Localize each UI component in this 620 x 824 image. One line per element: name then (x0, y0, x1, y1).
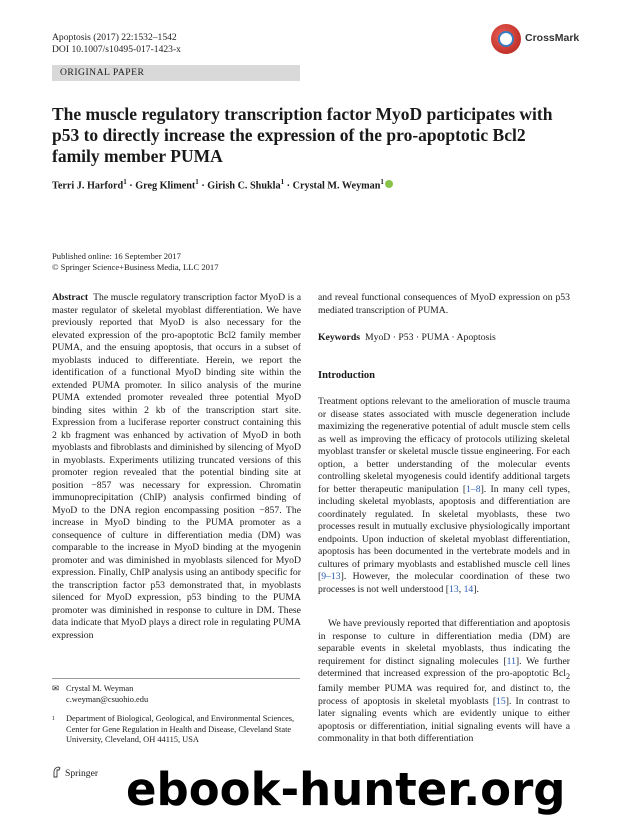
affiliation-sup: 1 (52, 716, 55, 722)
affiliation-text: Department of Biological, Geological, and Environmental Sciences, Center for Gene Regulation in Health and Disease, Cleveland State University, Cleveland, OH 44115, USA (66, 714, 295, 744)
citation-link[interactable]: 9–13 (321, 571, 341, 582)
abstract (52, 292, 301, 642)
keywords-label: Keywords (318, 332, 360, 343)
author-name[interactable]: Girish C. Shukla (207, 180, 281, 192)
envelope-icon: ✉ (52, 684, 60, 693)
publisher-logo (52, 766, 98, 779)
abstract-text: The muscle regulatory transcription factor MyoD is a master regulator of skeletal myoblast differentiation. We have previously reported that MyoD is also necessary for the elevated expression of the pro-apoptotic Bcl2 family member PUMA, and the ensuing apoptosis, that occurs in a subset of myoblasts induced to differentiate. Herein, we report the identification of a functional MyoD binding site within the extended PUMA promoter. In silico analysis of the murine PUMA extended promoter revealed three potential MyoD binding sites within 2 kb of the transcription start site. Expression from a luciferase reporter construct containing this 2 kb fragment was enhanced by activation of MyoD in both myoblasts and fibroblasts and diminished by silencing of MyoD in myoblasts. Experiments utilizing truncated versions of this promoter region revealed that the potential binding site at position −857 was necessary for expression. Chromatin immunoprecipitation (ChIP) analysis confirmed binding of MyoD to the DNA region encompassing position −857. The increase in MyoD binding to the PUMA promoter as a consequence of culture in differentiation media (DM) was comparable to the increase in MyoD binding at the myogenin promoter and was diminished in myoblasts silenced for MyoD expression. Finally, ChIP analysis using an antibody specific for the transcription factor p53 demonstrated that, in myoblasts silenced for MyoD expression, p53 binding to the PUMA promoter was diminished in response to culture in DM. These data indicate that MyoD plays a direct role in regulating PUMA expression (52, 292, 301, 641)
author-name[interactable]: Terri J. Harford (52, 180, 124, 192)
intro-text: ]. (473, 583, 479, 595)
intro-text: ]. We further determined that increased expression of the pro-apoptotic Bcl (318, 655, 570, 679)
journal-citation: Apoptosis (2017) 22:1532–1542 (52, 32, 177, 43)
corresponding-email[interactable]: c.weyman@csuohio.edu (66, 694, 149, 704)
author-name[interactable]: Crystal M. Weyman (292, 180, 381, 192)
crossmark-badge[interactable] (491, 24, 581, 54)
affiliation (52, 714, 302, 746)
keywords-list: MyoD · P53 · PUMA · Apoptosis (364, 332, 496, 343)
author-affil-sup: 1 (380, 178, 384, 186)
author-affil-sup: 1 (280, 178, 285, 186)
citation-link[interactable]: 14 (463, 583, 474, 595)
orcid-icon[interactable] (385, 180, 393, 188)
crossmark-icon (491, 24, 521, 54)
citation-link[interactable]: 15 (496, 695, 506, 707)
intro-text: family member PUMA was required for, and distinct to, the process of apoptosis in skeletal myoblasts [ (318, 683, 570, 707)
intro-text: , (458, 583, 464, 595)
subscript: 2 (565, 671, 570, 681)
copyright-line: © Springer Science+Business Media, LLC 2017 (52, 262, 219, 272)
author-name[interactable]: Greg Kliment (135, 180, 196, 192)
introduction-heading: Introduction (318, 370, 375, 381)
author-separator: · (126, 180, 136, 192)
intro-text: We have previously reported that differentiation and apoptosis in response to culture in differentiation media (DM) are separable events in skeletal myoblasts, thus indicating the requirement for distinct signaling molecules [ (318, 618, 570, 667)
keywords (318, 332, 570, 343)
citation-link[interactable]: 1–8 (466, 483, 481, 495)
intro-text: ]. However, the molecular coordination of these two processes is not well understood [ (318, 571, 570, 595)
author-separator: · (284, 180, 293, 192)
corresponding-author: Crystal M. Weyman (66, 684, 134, 693)
intro-text: ]. In many cell types, including skeletal myoblasts, apoptosis and differentiation are coordinately regulated. In skeletal myoblasts, these two processes result in mutually exclusive physiologically important endpoints. Upon induction of skeletal myoblast differentiation, apoptosis has been documented in the vertebrate models and in cultures of primary myoblasts and established muscle cell lines [ (318, 483, 570, 582)
correspondence (52, 684, 302, 705)
publisher-name: Springer (65, 768, 99, 779)
published-date: Published online: 16 September 2017 (52, 251, 181, 261)
author-list (52, 178, 572, 191)
watermark: ebook-hunter.org (126, 763, 566, 816)
intro-paragraph-2 (318, 618, 570, 746)
crossmark-label: CrossMark (525, 32, 580, 44)
intro-text: ]. In contrast to later signaling events which are evidently unique to either apoptosis or differentiation, initial signaling events will have a commonality in that both differentiation (318, 695, 570, 745)
abstract-continuation: and reveal functional consequences of MyoD expression on p53 mediated transcription of PUMA. (318, 292, 570, 316)
citation-link[interactable]: 13 (449, 583, 459, 595)
author-affil-sup: 1 (123, 178, 127, 186)
paper-title: The muscle regulatory transcription factor MyoD participates with p53 to directly increase the expression of the pro-apoptotic Bcl2 family member PUMA (52, 104, 553, 166)
author-affil-sup: 1 (195, 178, 199, 186)
intro-text: Treatment options relevant to the amelioration of muscle trauma or disease states associated with muscle degeneration include maximizing the regenerative potential of adult muscle stem cells as well as improving the efficacy of protocols utilizing skeletal myoblast transfer or skeletal muscle tissue engineering. For each option, a better understanding of the molecular events controlling skeletal myogenesis could identify additional targets for better therapeutic manipulation [ (318, 396, 570, 495)
intro-paragraph-1 (318, 396, 570, 596)
abstract-label: Abstract (52, 292, 89, 303)
doi-line[interactable]: DOI 10.1007/s10495-017-1423-x (52, 44, 181, 55)
citation-link[interactable]: 11 (506, 655, 516, 667)
author-separator: · (198, 180, 208, 192)
footnote-divider (52, 678, 300, 679)
article-type-tag: ORIGINAL PAPER (52, 65, 300, 81)
springer-horse-icon (52, 766, 62, 778)
